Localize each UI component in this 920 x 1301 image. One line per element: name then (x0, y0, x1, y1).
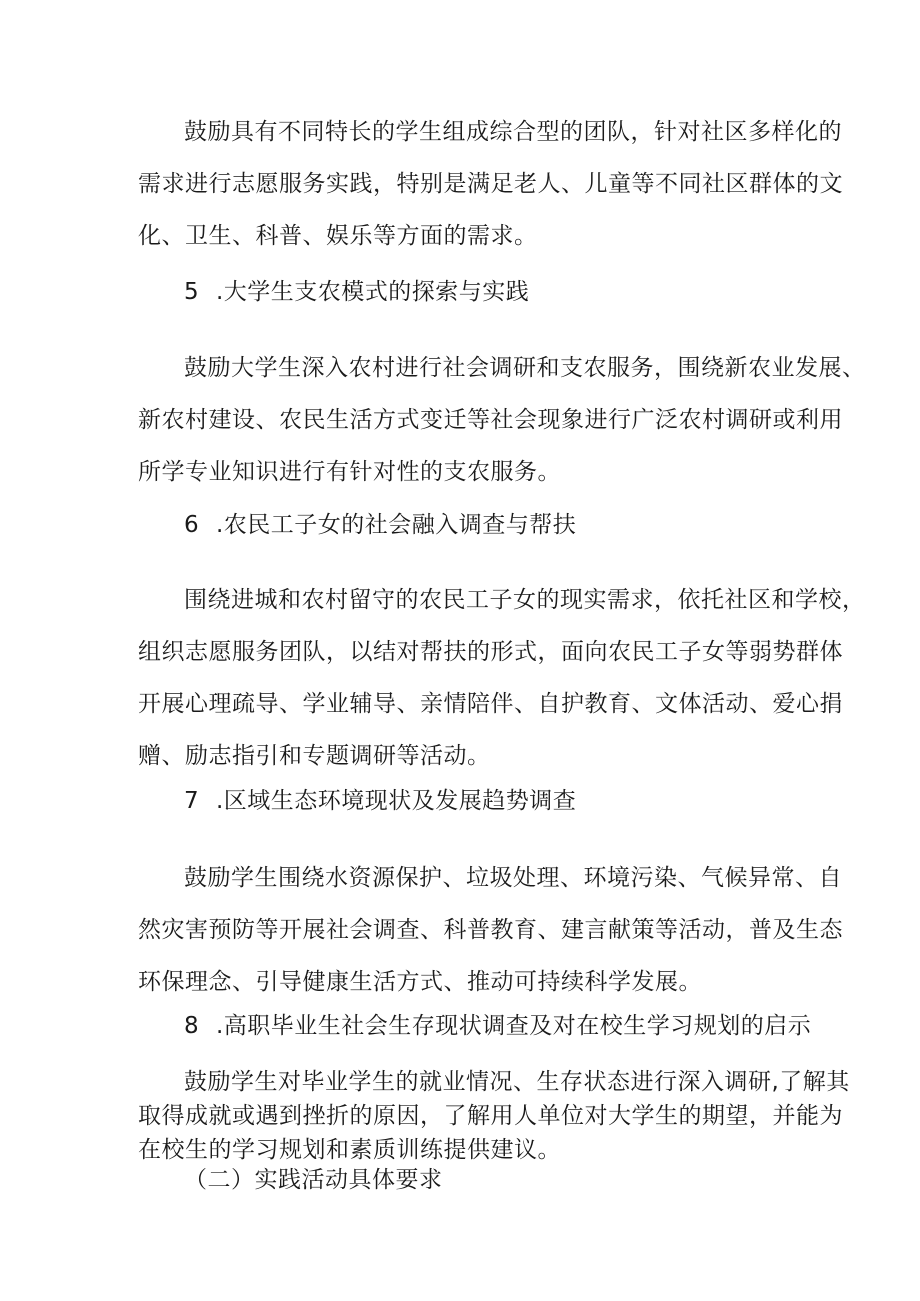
paragraph-line: 组织志愿服务团队，以结对帮扶的形式，面向农民工子女等弱势群体 (138, 639, 843, 665)
paragraph-line: 化、卫生、科普、娱乐等方面的需求。 (138, 223, 538, 249)
paragraph-line: 在校生的学习规划和素质训练提供建议。 (138, 1137, 561, 1163)
heading-number: 8 (184, 1013, 200, 1039)
paragraph-line: 取得成就或遇到挫折的原因，了解用人单位对大学生的期望，并能为 (138, 1103, 843, 1129)
paragraph-line: 鼓励学生围绕水资源保护、垃圾处理、环境污染、气候异常、自 (184, 865, 842, 891)
paragraph-line: 赠、励志指引和专题调研等活动。 (138, 743, 491, 769)
heading-number: 5 (184, 279, 200, 305)
heading-text: .农民工子女的社会融入调查与帮扶 (216, 512, 577, 538)
subsection-heading: （二）实践活动具体要求 (184, 1167, 443, 1193)
paragraph-line: 鼓励大学生深入农村进行社会调研和支农服务，围绕新农业发展、 (184, 355, 866, 381)
paragraph-line: 环保理念、引导健康生活方式、推动可持续科学发展。 (138, 969, 702, 995)
section-heading-5 (184, 277, 529, 307)
paragraph-line: 需求进行志愿服务实践，特别是满足老人、儿童等不同社区群体的文 (138, 171, 843, 197)
paragraph-graduates (138, 1065, 850, 1167)
heading-text: .高职毕业生社会生存现状调查及对在校生学习规划的启示 (216, 1013, 812, 1039)
heading-number: 6 (184, 512, 200, 538)
paragraph-rural-support (138, 342, 866, 498)
heading-text: .区域生态环境现状及发展趋势调查 (216, 788, 577, 814)
paragraph-line: 所学专业知识进行有针对性的支农服务。 (138, 459, 561, 485)
section-heading-7 (184, 786, 576, 816)
paragraph-line: 鼓励学生对毕业学生的就业情况、生存状态进行深入调研,了解其 (184, 1069, 850, 1095)
paragraph-line: 新农村建设、农民生活方式变迁等社会现象进行广泛农村调研或利用 (138, 407, 843, 433)
paragraph-line: 开展心理疏导、学业辅导、亲情陪伴、自护教育、文体活动、爱心捐 (138, 691, 843, 717)
paragraph-line: 然灾害预防等开展社会调查、科普教育、建言献策等活动，普及生态 (138, 917, 843, 943)
paragraph-community-service (138, 106, 843, 262)
paragraph-ecology (138, 852, 843, 1008)
heading-text: .大学生支农模式的探索与实践 (216, 279, 530, 305)
section-heading-6 (184, 510, 576, 540)
paragraph-line: 围绕进城和农村留守的农民工子女的现实需求，依托社区和学校， (184, 587, 866, 613)
section-heading-8 (184, 1011, 811, 1041)
paragraph-line: 鼓励具有不同特长的学生组成综合型的团队，针对社区多样化的 (184, 119, 842, 145)
paragraph-migrant-children (138, 574, 866, 782)
heading-number: 7 (184, 788, 200, 814)
